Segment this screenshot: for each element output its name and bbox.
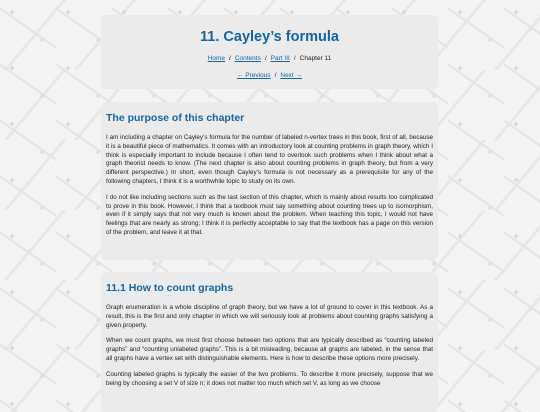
breadcrumb-home-link[interactable]: Home	[207, 55, 226, 62]
breadcrumb-contents-link[interactable]: Contents	[234, 55, 261, 62]
section-purpose	[101, 102, 438, 260]
paragraph: When we count graphs, we must first choose between two options that are typically described as “counting labeled graphs” and “counting unlabeled graphs”. This is a bit misleading, because all graphs are labeled, in the sense that all graphs have a vertex set with distinguishable elements. Here is how to describe these options more precisely.	[106, 337, 433, 362]
breadcrumb-separator: /	[229, 55, 231, 62]
page-title: 11. Cayley’s formula	[200, 29, 339, 45]
section-how-to-count-graphs	[101, 272, 438, 412]
chapter-pager	[101, 71, 438, 80]
paragraph: I am including a chapter on Cayley’s formula for the number of labeled n-vertex trees in this book, first of all, because it is a beautiful piece of mathematics. It comes with an introductory look at counting problems in graph theory, which I think is especially important to include because I often tend to overlook such problems when I think about what a graph theorist needs to know. (The next chapter is also about counting problems in graph theory, but from a very different perspective.) In short, even though Cayley’s formula is not necessary as a prerequisite for any of the following chapters, I think it is a worthwhile topic to study on its own.	[106, 134, 433, 185]
next-link[interactable]: Next →	[280, 72, 303, 79]
breadcrumb	[101, 54, 438, 63]
breadcrumb-current: Chapter 11	[299, 55, 332, 62]
breadcrumb-part-link[interactable]: Part III	[270, 55, 290, 62]
paragraph: I do not like including sections such as the last section of this chapter, which is mainly about results too complicated to prove in this book. However, I think that a textbook must say something about counting trees up to isomorphism, even if it simply says that not very much is known about the problem. When teaching this topic, I would not have feelings that are nearly as strong; I think it is perfectly acceptable to say that the textbook has a page on this version of the problem, and leave it at that.	[106, 193, 433, 236]
previous-link[interactable]: ← Previous	[236, 72, 271, 79]
pager-separator: /	[274, 72, 277, 79]
section-title: 11.1 How to count graphs	[106, 282, 234, 294]
chapter-header	[101, 15, 438, 89]
paragraph: Graph enumeration is a whole discipline of graph theory, but we have a lot of ground to cover in this textbook. As a result, this is the first and only chapter in which we will seriously look at problems about counting graphs satisfying a given property.	[106, 304, 433, 329]
section-title: The purpose of this chapter	[106, 112, 245, 124]
breadcrumb-separator: /	[293, 55, 296, 62]
breadcrumb-separator: /	[264, 55, 267, 62]
paragraph: Counting labeled graphs is typically the easier of the two problems. To describe it more precisely, suppose that we being by choosing a set V of size n; it does not matter too much which set V, as long as we choose	[106, 370, 433, 387]
